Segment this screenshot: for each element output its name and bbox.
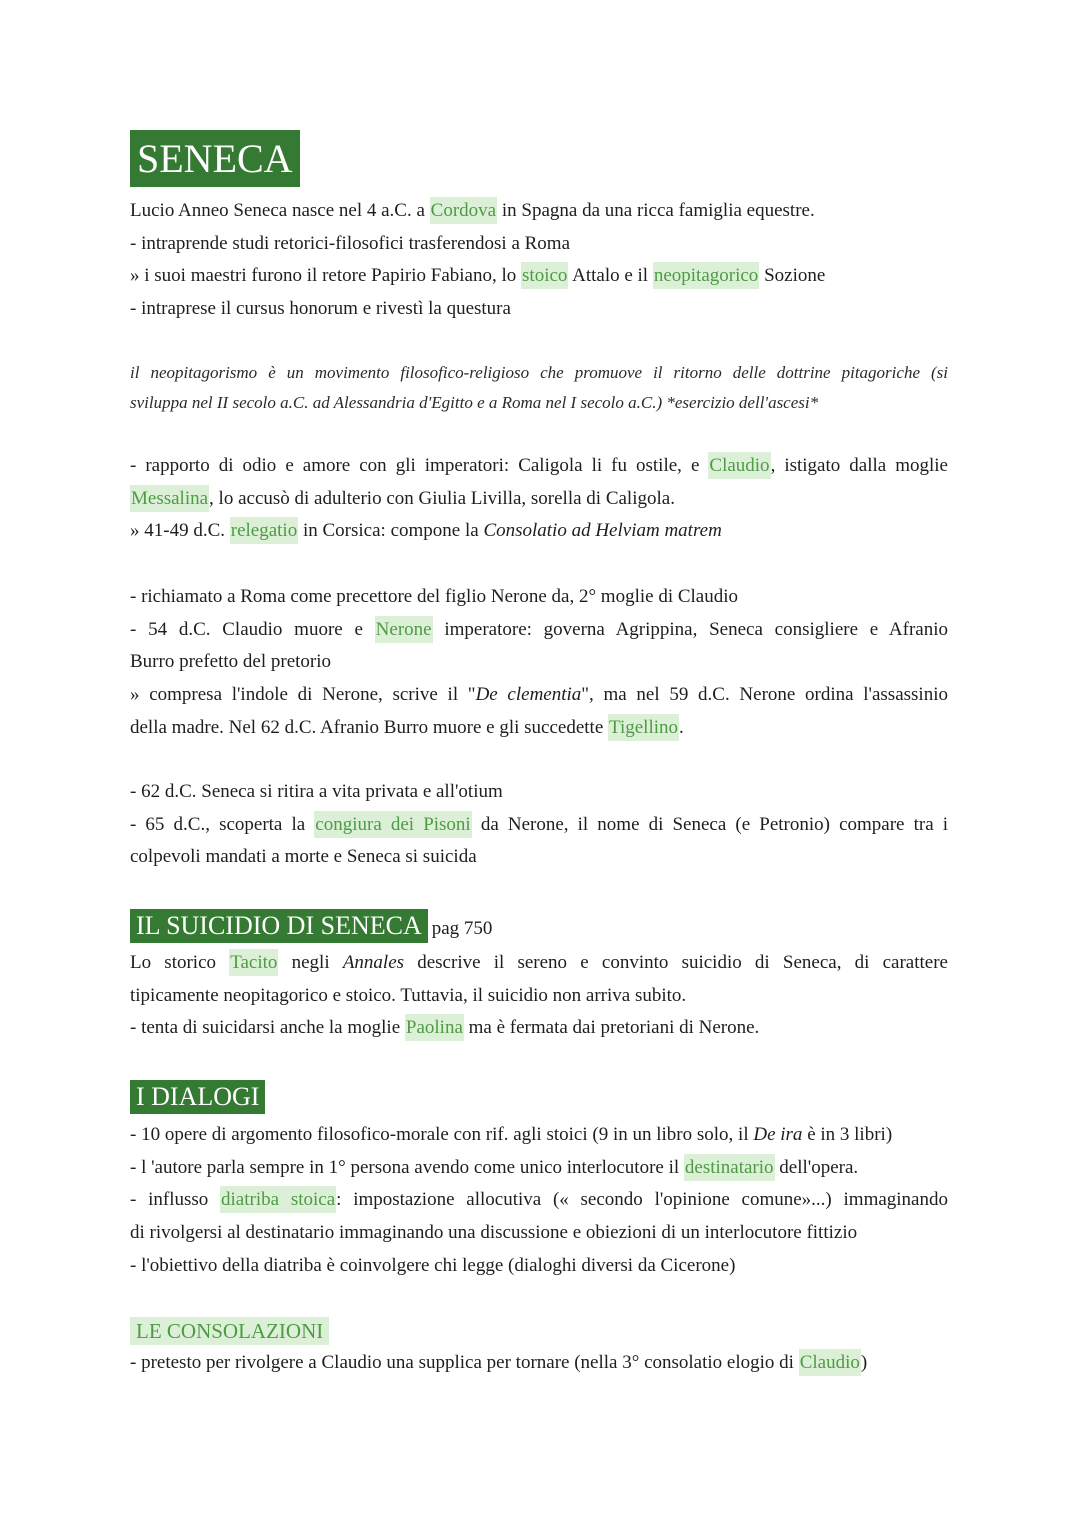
highlight-nerone: Nerone (375, 616, 433, 643)
consolations-paragraph (130, 1347, 948, 1380)
dialogues-line-3 (130, 1184, 948, 1217)
emperors-line-3 (130, 515, 948, 548)
nero-line-4 (130, 679, 948, 712)
text-segment: Sozione (759, 265, 826, 287)
note-line-2: sviluppa nel II secolo a.C. ad Alessandria d'Egitto e a Roma nel I secolo a.C.) *esercizio dell'ascesi* (130, 393, 819, 412)
text-segment: . (679, 716, 684, 738)
highlight-claudio: Claudio (708, 452, 770, 479)
text-segment: - 65 d.C., scoperta la (130, 813, 315, 835)
section-heading-dialoghi: I DIALOGI (130, 1080, 265, 1114)
dialogues-line-4: di rivolgersi al destinatario immaginando una discussione e obiezioni di un interlocutore fittizio (130, 1221, 858, 1243)
suicide-line-1 (130, 947, 948, 980)
nero-line-2 (130, 614, 948, 647)
text-segment: dell'opera. (774, 1156, 859, 1178)
retire-line-1: - 62 d.C. Seneca si ritira a vita privata e all'otium (130, 781, 503, 802)
text-segment: - rapporto di odio e amore con gli imperatori: Caligola li fu ostile, e (130, 455, 709, 476)
text-segment: è in 3 libri) (802, 1124, 893, 1145)
highlight-paolina: Paolina (405, 1014, 464, 1041)
highlight-stoico: stoico (521, 262, 568, 289)
highlight-messalina: Messalina (130, 485, 209, 512)
text-segment: » 41-49 d.C. (130, 520, 230, 542)
retirement-paragraph (130, 776, 948, 874)
highlight-relegatio: relegatio (230, 517, 298, 544)
text-segment: Lucio Anneo Seneca nasce nel 4 a.C. a (130, 200, 430, 221)
bio-line-1 (130, 195, 948, 228)
work-title: De clementia (475, 683, 582, 705)
text-segment: ma è fermata dai pretoriani di Nerone. (463, 1017, 760, 1039)
text-segment: , istigato dalla moglie (770, 455, 948, 476)
text-segment: Lo storico (130, 952, 230, 973)
emperors-line-2 (130, 483, 948, 516)
text-segment: Attalo e il (568, 265, 653, 287)
text-segment: : impostazione allocutiva (« secondo l'opinione comune»...) immaginando (336, 1189, 948, 1211)
work-title: Consolatio ad Helviam matrem (483, 520, 722, 542)
text-segment: » compresa l'indole di Nerone, scrive il " (130, 683, 476, 705)
dialogues-paragraph (130, 1119, 948, 1282)
text-segment: - influsso (130, 1189, 221, 1211)
section-heading-suicide: IL SUICIDIO DI SENECA (130, 909, 428, 943)
neopythagoreanism-note (130, 358, 948, 418)
highlight-destinatario: destinatario (684, 1154, 775, 1181)
title-section (130, 130, 948, 187)
highlight-diatriba: diatriba stoica (220, 1186, 336, 1213)
page-title: SENECA (130, 130, 300, 187)
dialogues-line-2 (130, 1152, 948, 1185)
highlight-congiura: congiura dei Pisoni (314, 811, 471, 838)
nero-line-1: - richiamato a Roma come precettore del figlio Nerone da, 2° moglie di Claudio (130, 586, 739, 607)
text-segment: - tenta di suicidarsi anche la moglie (130, 1017, 405, 1039)
text-segment: » i suoi maestri furono il retore Papirio Fabiano, lo (130, 265, 522, 287)
text-segment: della madre. Nel 62 d.C. Afranio Burro muore e gli succedette (130, 716, 609, 738)
bio-line-2: - intraprende studi retorici-filosofici trasferendosi a Roma (130, 232, 571, 254)
text-segment: , lo accusò di adulterio con Giulia Livilla, sorella di Caligola. (209, 487, 675, 509)
highlight-claudio: Claudio (799, 1349, 861, 1376)
text-segment: da Nerone, il nome di Seneca (e Petronio) compare tra i (471, 813, 949, 835)
text-segment: - 54 d.C. Claudio muore e (130, 618, 375, 640)
emperors-paragraph (130, 450, 948, 548)
highlight-cordova: Cordova (430, 197, 497, 224)
text-segment: in Corsica: compone la (298, 520, 484, 542)
text-segment: - pretesto per rivolgere a Claudio una supplica per tornare (nella 3° consolatio elogio di (130, 1352, 799, 1373)
work-title: De ira (753, 1124, 803, 1145)
nero-line-3: Burro prefetto del pretorio (130, 651, 332, 673)
bio-line-3 (130, 260, 948, 293)
text-segment: - 10 opere di argomento filosofico-morale con rif. agli stoici (9 in un libro solo, il (130, 1124, 754, 1145)
highlight-neopitagorico: neopitagorico (653, 262, 759, 289)
section-heading-consolazioni: LE CONSOLAZIONI (130, 1317, 329, 1345)
text-segment: ) (860, 1352, 868, 1373)
text-segment: imperatore: governa Agrippina, Seneca consigliere e Afranio (432, 618, 949, 640)
suicide-line-2: tipicamente neopitagorico e stoico. Tuttavia, il suicidio non arriva subito. (130, 984, 687, 1006)
text-segment: ", ma nel 59 d.C. Nerone ordina l'assassinio (581, 683, 948, 705)
dialogues-line-1 (130, 1119, 948, 1152)
suicide-paragraph (130, 947, 948, 1045)
suicide-heading-row (130, 909, 948, 943)
bio-paragraph (130, 195, 948, 326)
dialogues-line-5: - l'obiettivo della diatriba è coinvolgere chi legge (dialoghi diversi da Cicerone) (130, 1254, 736, 1276)
retire-line-3: colpevoli mandati a morte e Seneca si suicida (130, 846, 477, 868)
emperors-line-1 (130, 450, 948, 483)
text-segment: descrive il sereno e convinto suicidio di Seneca, di carattere (404, 952, 948, 973)
nero-line-5 (130, 712, 948, 745)
highlight-tigellino: Tigellino (608, 714, 679, 741)
nero-paragraph (130, 581, 948, 744)
dialogues-heading-row (130, 1080, 948, 1114)
consolations-line-1 (130, 1347, 948, 1380)
bio-line-4: - intraprese il cursus honorum e rivestì la questura (130, 297, 511, 319)
page-reference: pag 750 (431, 918, 493, 939)
highlight-tacito: Tacito (229, 949, 278, 976)
work-title: Annales (342, 952, 405, 973)
consolations-heading-row (130, 1317, 948, 1345)
suicide-line-3 (130, 1012, 948, 1045)
text-segment: - l 'autore parla sempre in 1° persona avendo come unico interlocutore il (130, 1156, 684, 1178)
retire-line-2 (130, 809, 948, 842)
note-line-1: il neopitagorismo è un movimento filosofico-religioso che promuove il ritorno delle dottrine pitagoriche (si (130, 363, 948, 382)
text-segment: negli (278, 952, 343, 973)
text-segment: in Spagna da una ricca famiglia equestre. (497, 200, 815, 221)
